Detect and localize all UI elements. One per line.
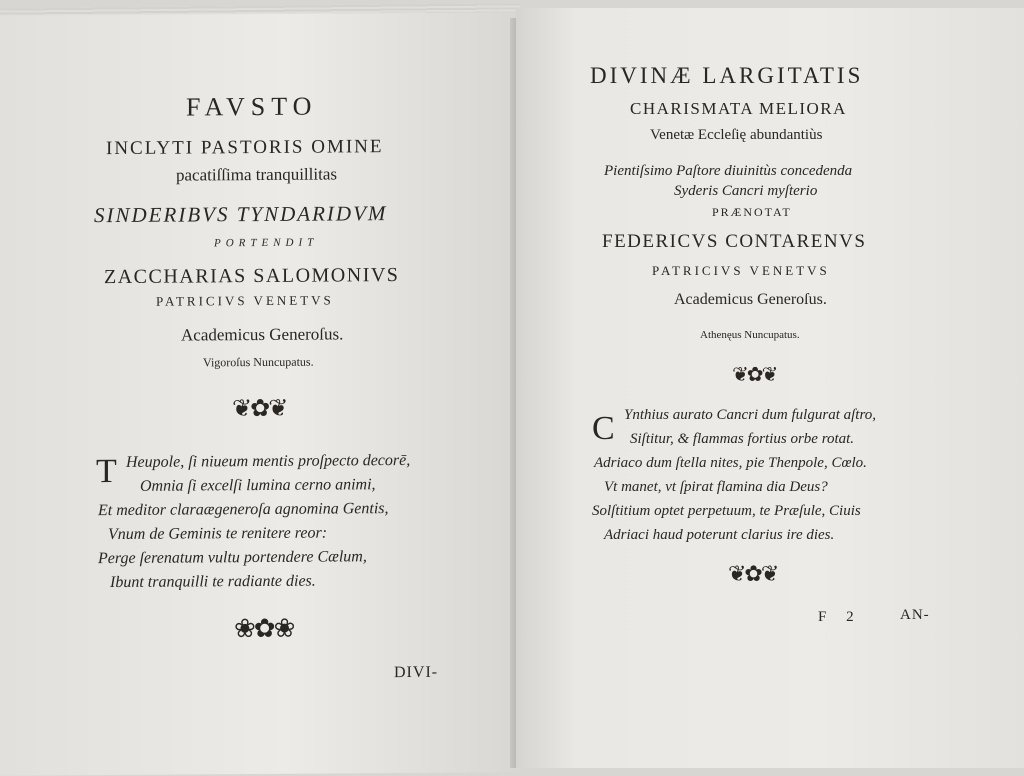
left-line5: PORTENDIT xyxy=(214,236,319,250)
right-nickname: Athenęus Nuncupatus. xyxy=(700,329,800,341)
left-poem-line-6: Ibunt tranquilli te radiante dies. xyxy=(110,572,316,592)
right-line6: PRÆNOTAT xyxy=(712,205,792,219)
left-catchword: DIVI- xyxy=(394,663,439,682)
left-poem-line-2: Omnia ſi excelſi lumina cerno animi, xyxy=(140,476,376,495)
left-nickname: Vigoroſus Nuncupatus. xyxy=(203,354,314,370)
right-catchword: AN- xyxy=(900,607,930,623)
right-ornament-top: ❦✿❦ xyxy=(732,362,777,386)
left-line3: pacatiſſima tranquillitas xyxy=(176,164,337,185)
left-line4: SINDERIBVS TYNDARIDVM xyxy=(94,201,388,228)
right-line5: Syderis Cancri myſterio xyxy=(674,183,818,199)
left-poem-line-1: Heupole, ſi niueum mentis proſpecto decorē, xyxy=(126,451,411,471)
left-dropcap: T xyxy=(96,452,117,491)
left-ornament-bottom: ❀✿❀ xyxy=(234,613,294,645)
right-line4: Pientiſsimo Paſtore diuinitùs concedenda xyxy=(604,163,853,179)
left-author: ZACCHARIAS SALOMONIVS xyxy=(104,264,400,289)
right-academy: Academicus Generoſus. xyxy=(674,291,827,308)
right-dropcap: C xyxy=(592,410,615,447)
right-ornament-bottom: ❦✿❦ xyxy=(728,562,778,587)
right-author: FEDERICVS CONTARENVS xyxy=(602,231,867,252)
right-poem-line-4: Vt manet, vt ſpirat flamina dia Deus? xyxy=(604,479,828,495)
right-line2: CHARISMATA MELIORA xyxy=(630,99,847,118)
right-author-line2: PATRICIVS VENETVS xyxy=(652,263,830,278)
right-poem-line-5: Solſtitium optet perpetuum, te Præſule, Ciuis xyxy=(592,503,861,519)
left-ornament-top: ❦✿❦ xyxy=(232,393,287,423)
left-line2: INCLYTI PASTORIS OMINE xyxy=(106,136,384,160)
left-title: FAVSTO xyxy=(186,91,318,122)
right-poem-line-3: Adriaco dum ſtella nites, pie Thenpole, Cœlo. xyxy=(594,455,867,471)
left-author-line2: PATRICIVS VENETVS xyxy=(156,292,334,309)
right-page xyxy=(516,8,1024,768)
left-poem-line-5: Perge ſerenatum vultu portendere Cælum, xyxy=(98,548,367,568)
right-signature: F 2 xyxy=(818,609,862,625)
right-poem-line-2: Siſtitur, & flammas fortius orbe rotat. xyxy=(630,431,855,447)
right-title: DIVINÆ LARGITATIS xyxy=(590,63,864,88)
right-poem-line-6: Adriaci haud poterunt clarius ire dies. xyxy=(604,527,835,543)
left-academy: Academicus Generoſus. xyxy=(181,324,344,345)
left-poem-line-4: Vnum de Geminis te renitere reor: xyxy=(108,524,328,544)
right-line3: Venetæ Eccleſię abundantiùs xyxy=(650,127,823,143)
left-page xyxy=(0,12,520,776)
left-poem-line-3: Et meditor claraægeneroſa agnomina Gentis, xyxy=(98,500,389,520)
right-poem-line-1: Ynthius aurato Cancri dum fulgurat aſtro, xyxy=(624,407,876,423)
